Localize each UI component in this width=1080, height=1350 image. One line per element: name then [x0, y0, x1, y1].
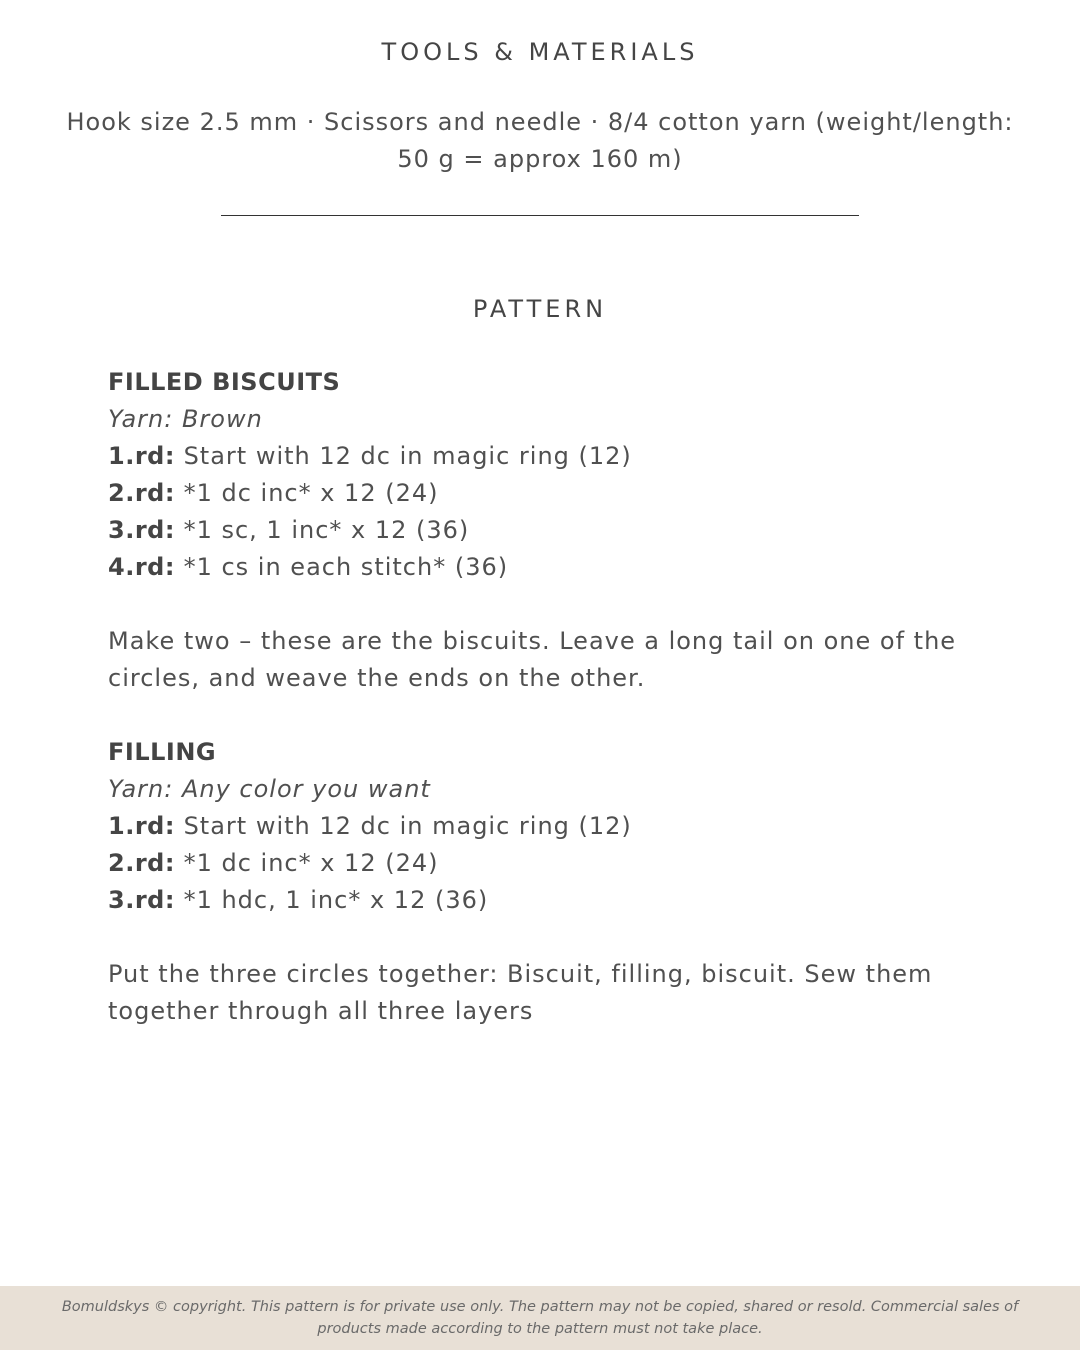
filling-round — [108, 808, 988, 845]
biscuits-yarn: Yarn: Brown — [108, 405, 263, 433]
filling-note: Put the three circles together: Biscuit, filling, biscuit. Sew them together through all three layers — [108, 960, 933, 1025]
biscuits-round — [108, 475, 988, 512]
round-text: *1 dc inc* x 12 (24) — [174, 849, 439, 877]
pattern-heading: PATTERN — [472, 295, 608, 323]
round-label: 1.rd: — [108, 812, 175, 840]
round-text: *1 cs in each stitch* (36) — [174, 553, 509, 581]
round-text: Start with 12 dc in magic ring (12) — [174, 812, 632, 840]
round-text: *1 hdc, 1 inc* x 12 (36) — [174, 886, 489, 914]
biscuits-round — [108, 549, 988, 586]
section-divider — [221, 215, 859, 216]
round-label: 2.rd: — [108, 479, 175, 507]
biscuits-round — [108, 512, 988, 549]
filling-title: FILLING — [108, 738, 217, 766]
copyright-footer — [0, 1286, 1080, 1350]
tools-heading: TOOLS & MATERIALS — [381, 38, 699, 66]
biscuits-title: FILLED BISCUITS — [108, 368, 341, 396]
round-label: 2.rd: — [108, 849, 175, 877]
round-label: 3.rd: — [108, 886, 175, 914]
round-text: *1 sc, 1 inc* x 12 (36) — [174, 516, 470, 544]
round-label: 3.rd: — [108, 516, 175, 544]
biscuits-note: Make two – these are the biscuits. Leave a long tail on one of the circles, and weave the ends on the other. — [108, 627, 957, 692]
filling-yarn: Yarn: Any color you want — [108, 775, 431, 803]
biscuits-round — [108, 438, 988, 475]
round-label: 4.rd: — [108, 553, 175, 581]
round-label: 1.rd: — [108, 442, 175, 470]
materials-description: Hook size 2.5 mm · Scissors and needle · 8/4 cotton yarn (weight/length: 50 g = approx 160 m) — [66, 108, 1014, 173]
copyright-text: Bomuldskys © copyright. This pattern is for private use only. The pattern may not be copied, shared or resold. Commercial sales of products made according to the pattern must not take place. — [61, 1299, 1019, 1337]
pattern-content — [108, 364, 988, 1030]
round-text: Start with 12 dc in magic ring (12) — [174, 442, 632, 470]
filling-round — [108, 845, 988, 882]
round-text: *1 dc inc* x 12 (24) — [174, 479, 439, 507]
filling-round — [108, 882, 988, 919]
